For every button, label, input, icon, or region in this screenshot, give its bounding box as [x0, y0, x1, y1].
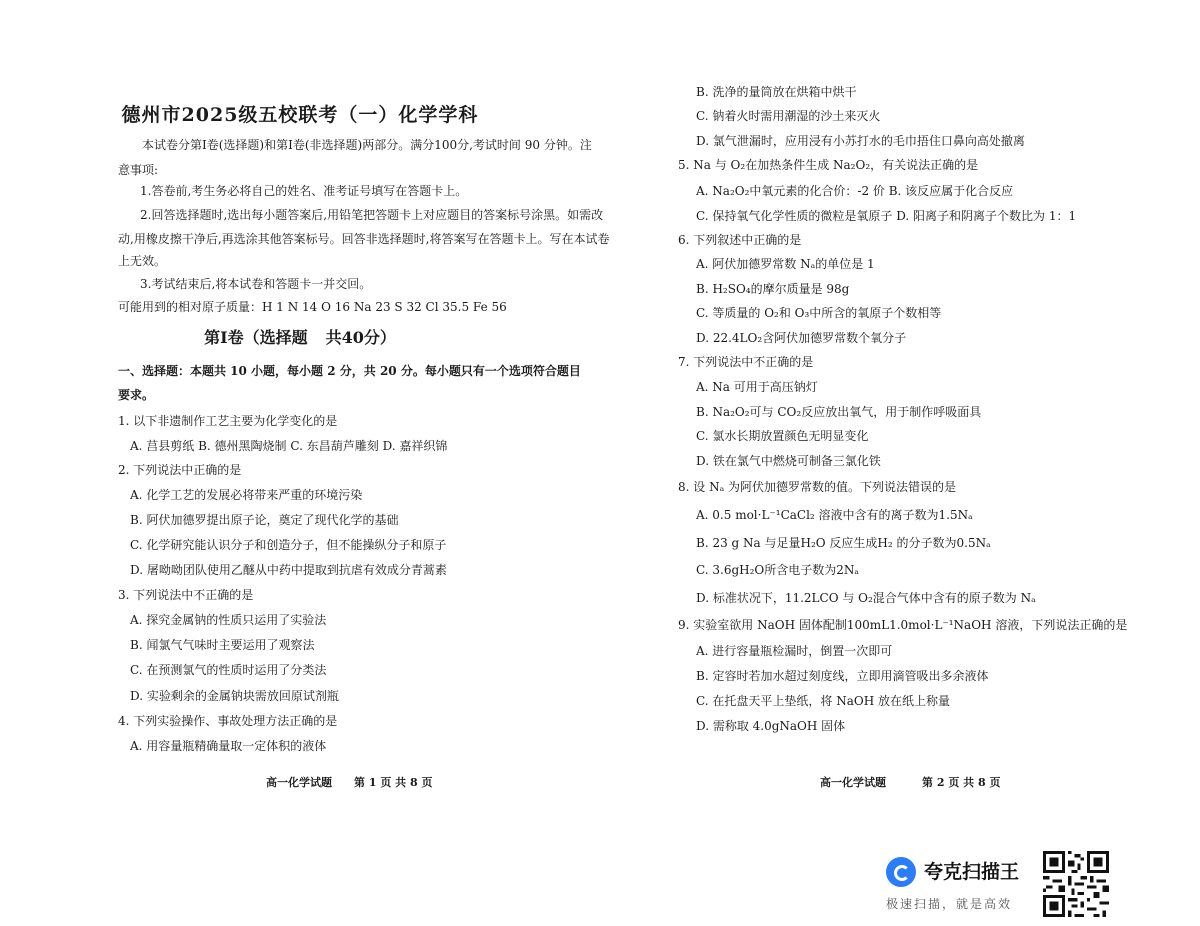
part-heading: 一、选择题：本题共 10 小题，每小题 2 分，共 20 分。每小题只有一个选项符合题目 [118, 364, 581, 378]
question-option: C. 在托盘天平上垫纸，将 NaOH 放在纸上称量 [696, 694, 950, 708]
atomic-mass-line: 可能用到的相对原子质量：H 1 N 14 O 16 Na 23 S 32 Cl 35.5 Fe 56 [118, 300, 507, 314]
question-stem: 9. 实验室欲用 NaOH 固体配制100mL1.0mol·L⁻¹NaOH 溶液，下列说法正确的是 [678, 618, 1128, 632]
question-option: D. 需称取 4.0gNaOH 固体 [696, 719, 846, 733]
question-option: B. Na₂O₂可与 CO₂反应放出氧气，用于制作呼吸面具 [696, 405, 982, 419]
question-option: C. 在预测氯气的性质时运用了分类法 [130, 663, 327, 677]
question-option: D. 氯气泄漏时，应用浸有小苏打水的毛巾捂住口鼻向高处撤离 [696, 134, 1025, 148]
section-title [0, 325, 600, 348]
question-option: B. 定容时若加水超过刻度线，立即用滴管吸出多余液体 [696, 669, 989, 683]
brand-slogan: 极速扫描，就是高效 [886, 897, 1013, 911]
question-option: D. 铁在氯气中燃烧可制备三氯化铁 [696, 454, 881, 468]
question-option: A. 进行容量瓶检漏时，倒置一次即可 [696, 644, 893, 658]
question-option: D. 22.4LO₂含阿伏加德罗常数个氧分子 [696, 331, 907, 345]
question-option: D. 实验剩余的金属钠块需放回原试剂瓶 [130, 689, 339, 703]
page-footer [820, 774, 1000, 790]
exam-page-2 [600, 0, 1200, 926]
footer-title: 高一化学试题 [266, 776, 332, 789]
question-option: D. 屠呦呦团队使用乙醚从中药中提取到抗虐有效成分青蒿素 [130, 563, 447, 577]
quark-logo-icon [886, 857, 916, 887]
question-stem: 4. 下列实验操作、事故处理方法正确的是 [118, 714, 338, 728]
footer-title: 高一化学试题 [820, 776, 886, 789]
question-option: C. 化学研究能认识分子和创造分子，但不能操纵分子和原子 [130, 538, 447, 552]
question-option: A. 化学工艺的发展必将带来严重的环境污染 [130, 488, 363, 502]
question-option: A. 0.5 mol·L⁻¹CaCl₂ 溶液中含有的离子数为1.5Nₐ [696, 508, 973, 522]
question-options: A. Na₂O₂中氧元素的化合价：-2 价 B. 该反应属于化合反应 [696, 184, 1014, 198]
footer-page-number: 第 1 页 共 8 页 [354, 776, 433, 789]
question-option: A. Na 可用于高压钠灯 [696, 380, 818, 394]
question-option: B. 阿伏加德罗提出原子论，奠定了现代化学的基础 [130, 513, 399, 527]
intro-line: 2.回答选择题时,选出每小题答案后,用铅笔把答题卡上对应题目的答案标号涂黑。如需改 [140, 208, 604, 222]
question-option: B. 闻氯气气味时主要运用了观察法 [130, 638, 315, 652]
question-stem: 1. 以下非遗制作工艺主要为化学变化的是 [118, 414, 338, 428]
page-footer [266, 774, 432, 790]
intro-line: 1.答卷前,考生务必将自己的姓名、准考证号填写在答题卡上。 [140, 184, 468, 198]
question-option: A. 探究金属钠的性质只运用了实验法 [130, 613, 327, 627]
question-option: B. 洗净的量筒放在烘箱中烘干 [696, 85, 857, 99]
intro-line: 意事项: [118, 163, 159, 177]
question-options: A. 莒县剪纸 B. 德州黑陶烧制 C. 东昌葫芦雕刻 D. 嘉祥织锦 [130, 439, 448, 453]
intro-line: 上无效。 [118, 254, 167, 268]
question-option: C. 等质量的 O₂和 O₃中所含的氧原子个数相等 [696, 306, 942, 320]
qr-code-icon [1043, 851, 1109, 917]
section-points: 共40分） [325, 328, 396, 347]
intro-line: 动,用橡皮擦干净后,再选涂其他答案标号。回答非选择题时,将答案写在答题卡上。写在本试卷 [118, 232, 610, 246]
question-option: B. H₂SO₄的摩尔质量是 98g [696, 282, 850, 296]
question-stem: 3. 下列说法中不正确的是 [118, 588, 254, 602]
question-option: A. 阿伏加德罗常数 Nₐ的单位是 1 [696, 257, 875, 271]
question-option: C. 氯水长期放置颜色无明显变化 [696, 429, 869, 443]
question-stem: 2. 下列说法中正确的是 [118, 463, 242, 477]
exam-title: 德州市2025级五校联考（一）化学学科 [121, 104, 479, 126]
question-stem: 5. Na 与 O₂在加热条件生成 Na₂O₂，有关说法正确的是 [678, 158, 979, 172]
question-stem: 6. 下列叙述中正确的是 [678, 233, 802, 247]
question-options: C. 保持氧气化学性质的微粒是氧原子 D. 阳离子和阴离子个数比为 1：1 [696, 209, 1077, 223]
question-option: C. 3.6gH₂O所含电子数为2Nₐ [696, 563, 860, 577]
intro-line: 3.考试结束后,将本试卷和答题卡一并交回。 [140, 277, 372, 291]
question-option: C. 钠着火时需用潮湿的沙土来灭火 [696, 109, 881, 123]
question-option: A. 用容量瓶精确量取一定体积的液体 [130, 739, 327, 753]
intro-line: 本试卷分第Ⅰ卷(选择题)和第Ⅰ卷(非选择题)两部分。满分100分,考试时间 90 分钟。注 [142, 138, 592, 152]
question-stem: 8. 设 Nₐ 为阿伏加德罗常数的值。下列说法错误的是 [678, 480, 957, 494]
question-option: B. 23 g Na 与足量H₂O 反应生成H₂ 的分子数为0.5Nₐ [696, 536, 991, 550]
brand-name: 夸克扫描王 [924, 861, 1020, 883]
part-heading: 要求。 [118, 388, 155, 402]
question-option: D. 标准状况下，11.2LCO 与 O₂混合气体中含有的原子数为 Nₐ [696, 591, 1036, 605]
scanner-watermark [884, 855, 1044, 915]
footer-page-number: 第 2 页 共 8 页 [922, 776, 1001, 789]
question-stem: 7. 下列说法中不正确的是 [678, 355, 814, 369]
section-name: 第Ⅰ卷（选择题 [204, 328, 308, 347]
